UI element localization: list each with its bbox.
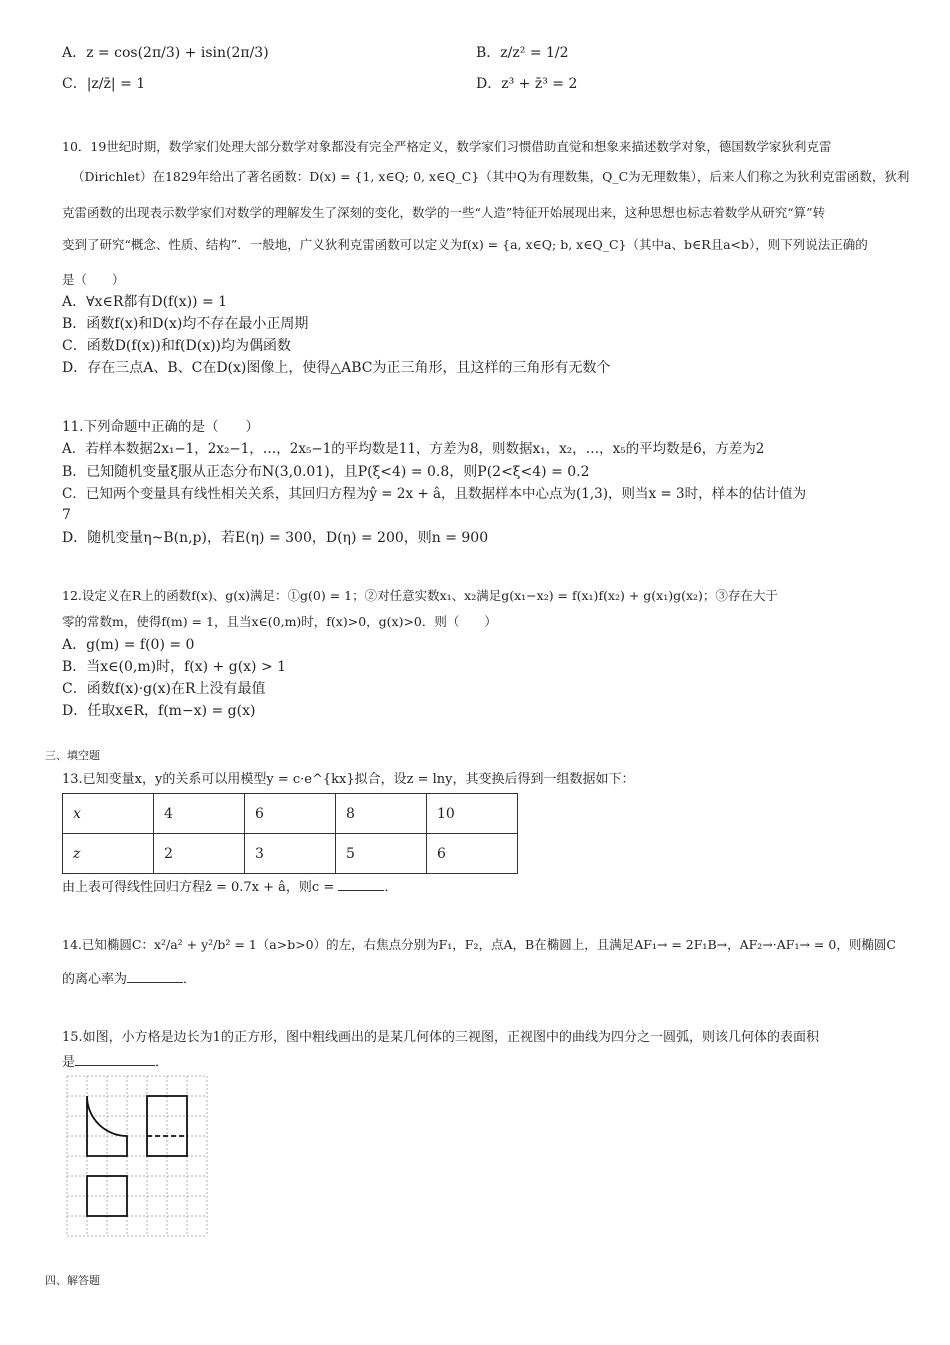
q14-stem-end: ． — [183, 972, 197, 987]
table-cell: 6 — [245, 794, 336, 834]
q15-stem-end: ． — [155, 1055, 169, 1070]
q9-option-d: D．z³ + z̄³ = 2 — [476, 76, 578, 92]
q15-stem-line2 — [62, 1053, 168, 1073]
q10-option-b: B．函数f(x)和D(x)均不存在最小正周期 — [62, 316, 309, 332]
q9-option-c: C．|z/z̄| = 1 — [62, 76, 146, 92]
q11-option-c-cont: 7 — [62, 507, 71, 523]
table-cell: 10 — [427, 794, 518, 834]
q10-stem-line2: （Dirichlet）在1829年给出了著名函数：D(x) = {1, x∈Q; 0, x∈Q_C}（其中Q为有理数集，Q_C为无理数集），后来人们称之为狄利克雷函数，狄利 — [72, 169, 910, 184]
q14-stem-line1: 14.已知椭圆C：x²/a² + y²/b² = 1（a>b>0）的左，右焦点分别为F₁，F₂，点A，B在椭圆上，且满足AF₁→ = 2F₁B→，AF₂→·AF₁→ = 0，则椭圆C — [62, 937, 896, 952]
q11-option-c: C．已知两个变量具有线性相关关系，其回归方程为ŷ = 2x + â，且数据样本中心点为(1,3)，则当x = 3时，样本的估计值为 — [62, 486, 807, 502]
q13-stem: 13.已知变量x，y的关系可以用模型y = c·e^{kx}拟合，设z = lny，其变换后得到一组数据如下： — [62, 772, 635, 787]
q9-option-a: A．z = cos(2π/3) + isin(2π/3) — [62, 45, 269, 61]
q10-option-c: C．函数D(f(x))和f(D(x))均为偶函数 — [62, 338, 292, 354]
q10-option-d: D．存在三点A、B、C在D(x)图像上，使得△ABC为正三角形，且这样的三角形有无数个 — [62, 360, 611, 376]
q13-after — [62, 878, 397, 898]
table-cell: 2 — [154, 834, 245, 874]
q13-after-end: ． — [384, 880, 398, 895]
table-cell: z — [63, 834, 154, 874]
q12-option-c: C．函数f(x)·g(x)在R上没有最值 — [62, 681, 266, 697]
q10-stem-line4: 变到了研究“概念、性质、结构”．一般地，广义狄利克雷函数可以定义为f(x) = {a, x∈Q; b, x∈Q_C}（其中a、b∈R且a<b），则下列说法正确的 — [62, 237, 868, 252]
q11-stem: 11.下列命题中正确的是（ ） — [62, 419, 259, 435]
table-cell: 4 — [154, 794, 245, 834]
answer-blank[interactable] — [75, 1065, 155, 1066]
q14-stem-line2 — [62, 970, 196, 990]
three-view-figure — [66, 1075, 212, 1239]
q13-data-table — [62, 793, 518, 874]
q11-option-a: A．若样本数据2x₁−1，2x₂−1，…，2x₅−1的平均数是11，方差为8，则数据x₁，x₂，…，x₅的平均数是6，方差为2 — [62, 441, 765, 457]
q12-stem-line1: 12.设定义在R上的函数f(x)、g(x)满足：①g(0) = 1；②对任意实数x₁、x₂满足g(x₁−x₂) = f(x₁)f(x₂) + g(x₁)g(x₂)；③存在大于 — [62, 588, 778, 603]
q14-stem-text: 的离心率为 — [62, 972, 128, 987]
q11-option-d: D．随机变量η~B(n,p)，若E(η) = 300，D(η) = 200，则n = 900 — [62, 530, 489, 546]
q11-option-b: B．已知随机变量ξ服从正态分布N(3,0.01)，且P(ξ<4) = 0.8，则P(2<ξ<4) = 0.2 — [62, 464, 590, 480]
section-4-heading: 四、解答题 — [45, 1274, 100, 1287]
q10-stem-line3: 克雷函数的出现表示数学家们对数学的理解发生了深刻的变化，数学的一些“人造”特征开始展现出来，这种思想也标志着数学从研究“算”转 — [62, 205, 826, 220]
q10-stem-line5: 是（ ） — [62, 272, 125, 287]
q15-stem-line1: 15.如图，小方格是边长为1的正方形，图中粗线画出的是某几何体的三视图，正视图中的曲线为四分之一圆弧，则该几何体的表面积 — [62, 1030, 819, 1045]
section-3-heading: 三、填空题 — [45, 749, 100, 762]
q10-option-a: A．∀x∈R都有D(f(x)) = 1 — [62, 294, 228, 310]
table-row — [63, 834, 518, 874]
table-cell: x — [63, 794, 154, 834]
table-cell: 3 — [245, 834, 336, 874]
q13-after-text: 由上表可得线性回归方程ẑ = 0.7x + â，则c = — [62, 880, 335, 895]
q12-option-d: D．任取x∈R，f(m−x) = g(x) — [62, 703, 256, 719]
q9-option-b: B．z/z² = 1/2 — [476, 45, 569, 61]
q12-option-b: B．当x∈(0,m)时，f(x) + g(x) > 1 — [62, 659, 287, 675]
table-row — [63, 794, 518, 834]
table-cell: 6 — [427, 834, 518, 874]
table-cell: 5 — [336, 834, 427, 874]
q10-stem-line1: 10．19世纪时期，数学家们处理大部分数学对象都没有完全严格定义，数学家们习惯借助直觉和想象来描述数学对象，德国数学家狄利克雷 — [62, 139, 832, 154]
q15-stem-text: 是 — [62, 1055, 76, 1070]
answer-blank[interactable] — [127, 982, 183, 983]
table-cell: 8 — [336, 794, 427, 834]
answer-blank[interactable] — [338, 890, 384, 891]
q12-option-a: A．g(m) = f(0) = 0 — [62, 637, 195, 653]
q12-stem-line2: 零的常数m，使得f(m) = 1，且当x∈(0,m)时，f(x)>0，g(x)>0．则（ ） — [62, 614, 497, 629]
